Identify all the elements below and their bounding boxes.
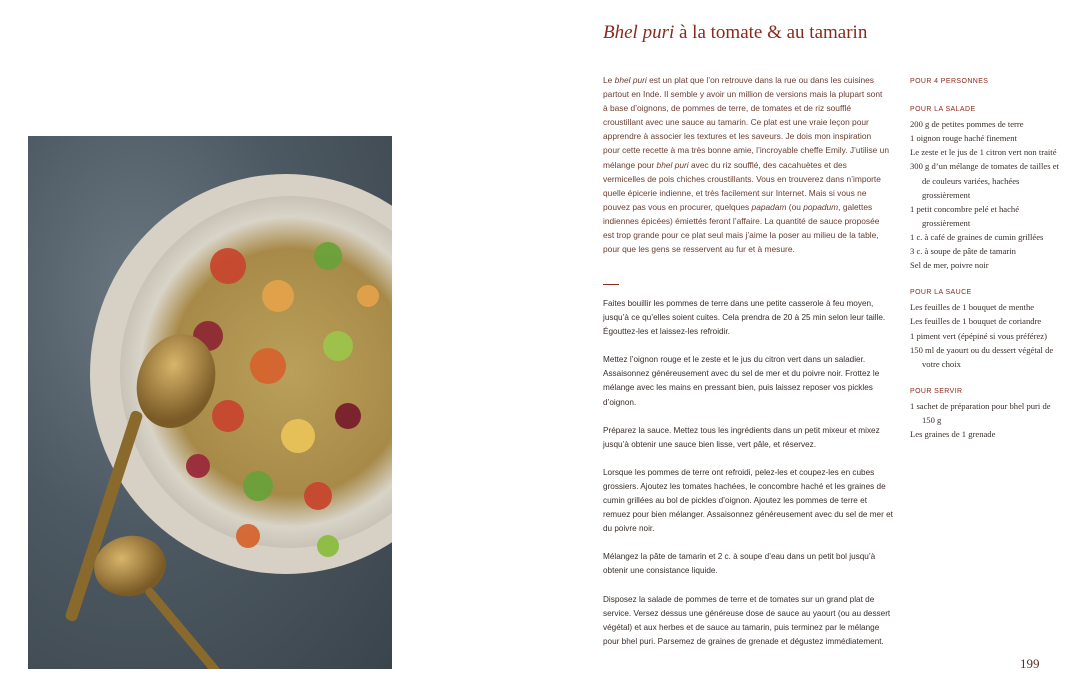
title-italic: Bhel puri	[603, 22, 675, 43]
ingredient-item: 200 g de petites pommes de terre	[910, 119, 1024, 130]
ingredients-serve	[910, 385, 1060, 441]
intro-italic: popadum	[803, 201, 839, 212]
section-heading: POUR LA SAUCE	[910, 289, 972, 297]
ingredient-item: 1 oignon rouge haché finement	[910, 133, 1017, 144]
section-divider	[603, 284, 619, 285]
page-number: 199	[1020, 656, 1040, 671]
intro-text: Le bhel puri est un plat que l’on retrouve dans la rue ou dans les cuisines partout en Inde. Il semble y avoir un million de versions mais la plupart sont à base d’oignons, de pommes de terre, de tomates et de riz soufflé croustillant avec une sauce au tamarin. Ce plat est une vraie leçon pour apprendre à associer les textures et les saveurs. Je dois mon inspiration pour cette recette à ma très bonne amie, l’incroyable cheffe Emily. J’utilise un mélange pour bhel puri avec du riz soufflé, des cacahuètes et des vermicelles de pois chiches croustillants. Vous en trouverez dans n’importe quelle épicerie indienne, et très facilement sur Internet. Mais si vous ne pouvez pas vous en procurer, quelques papadam (ou popadum, galettes indiennes épicées) émiettés feront l’affaire. La quantité de sauce proposée est trop grande pour ce plat seul mais j’aime la poser au milieu de la table, pour que les gens se resservent au fur et à mesure.	[603, 75, 889, 255]
ingredient-item: 1 piment vert (épépiné si vous préférez)	[910, 330, 1047, 341]
step-6: Disposez la salade de pommes de terre et de tomates sur un grand plat de service. Versez dessus une généreuse dose de sauce au yaourt (ou au dessert végétal) et aux herbes et de sauce au tamarin, puis terminez par le mélange pour bhel puri. Parsemez de graines de grenade et dégustez immédiatement.	[603, 594, 891, 646]
ingredients-salad	[910, 103, 1060, 272]
ingredient-item: Les graines de 1 grenade	[910, 429, 996, 440]
ingredient-item: 150 ml de yaourt ou du dessert végétal de votre choix	[910, 344, 1054, 369]
recipe-photo	[28, 136, 392, 669]
ingredient-item: Le zeste et le jus de 1 citron vert non traité	[910, 147, 1057, 158]
serves-label: POUR 4 PERSONNES	[910, 78, 989, 85]
title-rest: à la tomate & au tamarin	[674, 22, 868, 43]
ingredient-item: 300 g d’un mélange de tomates de tailles et de couleurs variées, hachées grossièrement	[910, 161, 1059, 200]
ingredient-item: 1 c. à café de graines de cumin grillées	[910, 231, 1044, 242]
step-3: Préparez la sauce. Mettez tous les ingrédients dans un petit mixeur et mixez jusqu’à obtenir une sauce bien lisse, vert pâle, et réservez.	[603, 425, 880, 449]
ingredient-item: 3 c. à soupe de pâte de tamarin	[910, 246, 1016, 257]
step-4: Lorsque les pommes de terre ont refroidi, pelez-les et coupez-les en cubes grossiers. Ajoutez les tomates hachées, le concombre haché et les graines de cumin grillées au bol de pickles d’oignon. Ajoutez les pommes de terre et remuez pour bien mélanger. Assaisonnez généreusement avec du sel de mer et du poivre noir.	[603, 467, 893, 534]
plate-illustration	[28, 136, 392, 669]
recipe-title	[603, 22, 867, 44]
ingredients-column	[910, 75, 1060, 455]
section-heading: POUR LA SALADE	[910, 106, 976, 114]
step-5: Mélangez la pâte de tamarin et 2 c. à soupe d’eau dans un petit bol jusqu’à obtenir une consistance liquide.	[603, 552, 876, 576]
ingredient-item: Sel de mer, poivre noir	[910, 260, 989, 271]
ingredient-item: 1 petit concombre pelé et haché grossièrement	[910, 203, 1020, 228]
intro-paragraph	[603, 73, 889, 256]
ingredient-item: Les feuilles de 1 bouquet de coriandre	[910, 316, 1042, 327]
step-2: Mettez l’oignon rouge et le zeste et le jus du citron vert dans un saladier. Assaisonnez généreusement avec du sel de mer et du poivre noir. Frottez le mélange avec les mains en pressant bien, puis laissez reposer vos pickles d’oignon.	[603, 355, 880, 407]
section-heading: POUR SERVIR	[910, 387, 963, 395]
ingredient-item: 1 sachet de préparation pour bhel puri de 150 g	[910, 400, 1051, 425]
intro-italic: papadam	[751, 201, 787, 212]
intro-italic: bhel puri	[614, 75, 647, 85]
ingredients-sauce	[910, 286, 1060, 371]
method-steps	[603, 297, 893, 663]
intro-italic: bhel puri	[656, 159, 689, 170]
ingredient-item: Les feuilles de 1 bouquet de menthe	[910, 302, 1035, 313]
step-1: Faites bouillir les pommes de terre dans une petite casserole à feu moyen, jusqu’à ce qu’elles soient cuites. Cela prendra de 20 à 25 min selon leur taille. Égouttez-les et laissez-les refroidir.	[603, 299, 886, 337]
